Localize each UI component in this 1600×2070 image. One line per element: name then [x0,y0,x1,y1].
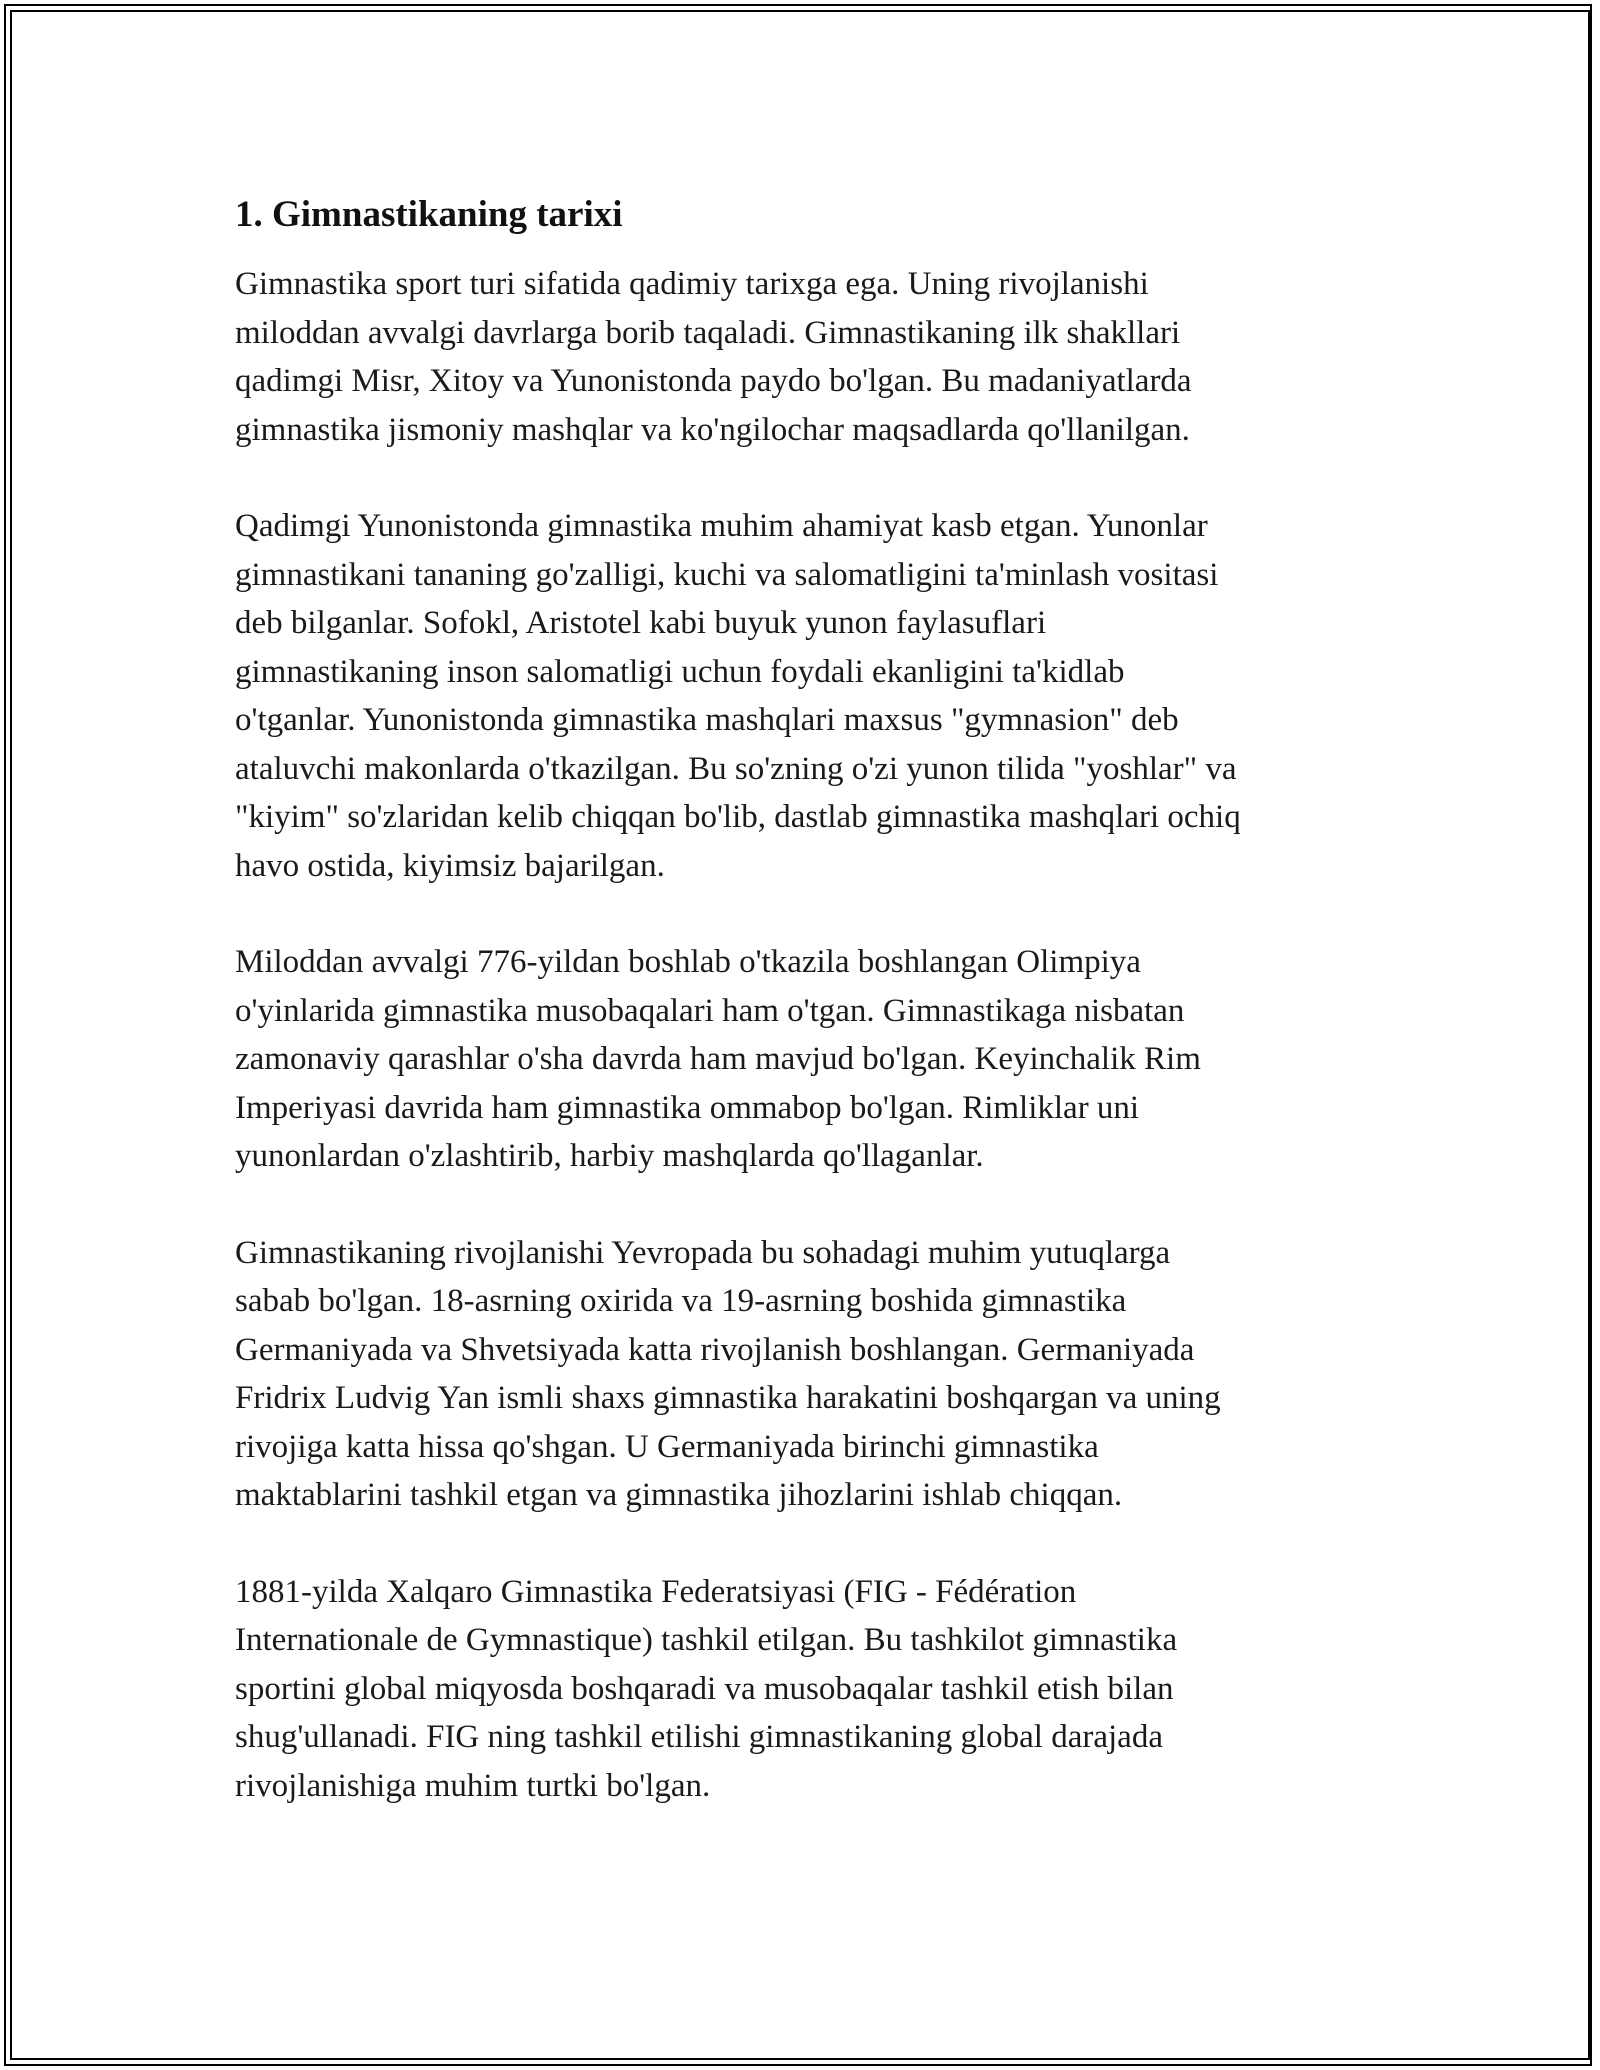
paragraph-5: 1881-yilda Xalqaro Gimnastika Federatsiyasi (FIG - Fédération Internationale de Gymnastique) tashkil etilgan. Bu tashkilot gimnastika sportini global miqyosda boshqaradi va musobaqalar tashkil etish bilan shug'ullanadi. FIG ning tashkil etilishi gimnastikaning global darajada rivojlanishiga muhim turtki bo'lgan. [235,1573,1178,1804]
paragraph-1: Gimnastika sport turi sifatida qadimiy tarixga ega. Uning rivojlanishi miloddan avvalgi davrlarga borib taqaladi. Gimnastikaning ilk shakllari qadimgi Misr, Xitoy va Yunonistonda paydo bo'lgan. Bu madaniyatlarda gimnastika jismoniy mashqlar va ko'ngilochar maqsadlarda qo'llanilgan. [235,266,1192,448]
paragraph-2: Qadimgi Yunonistonda gimnastika muhim ahamiyat kasb etgan. Yunonlar gimnastikani tananing go'zalligi, kuchi va salomatligini ta'minlash vositasi deb bilganlar. Sofokl, Aristotel kabi buyuk yunon faylasuflari gimnastikaning inson salomatligi uchun foydali ekanligini ta'kidlab o'tganlar. Yunonistonda gimnastika mashqlari maxsus "gymnasion" deb ataluvchi makonlarda o'tkazilgan. Bu so'zning o'zi yunon tilida "yoshlar" va "kiyim" so'zlaridan kelib chiqqan bo'lib, dastlab gimnastika mashqlari ochiq havo ostida, kiyimsiz bajarilgan. [235,508,1241,884]
section-heading: 1. Gimnastikaning tarixi [235,194,623,235]
document-page [235,190,1375,1858]
paragraph-4: Gimnastikaning rivojlanishi Yevropada bu sohadagi muhim yutuqlarga sabab bo'lgan. 18-asrning oxirida va 19-asrning boshida gimnastika Germaniyada va Shvetsiyada katta rivojlanish boshlangan. Germaniyada Fridrix Ludvig Yan ismli shaxs gimnastika harakatini boshqargan va uning rivojiga katta hissa qo'shgan. U Germaniyada birinchi gimnastika maktablarini tashkil etgan va gimnastika jihozlarini ishlab chiqqan. [235,1234,1221,1513]
paragraph-3: Miloddan avvalgi 776-yildan boshlab o'tkazila boshlangan Olimpiya o'yinlarida gimnastika musobaqalari ham o'tgan. Gimnastikaga nisbatan zamonaviy qarashlar o'sha davrda ham mavjud bo'lgan. Keyinchalik Rim Imperiyasi davrida ham gimnastika ommabop bo'lgan. Rimliklar uni yunonlardan o'zlashtirib, harbiy mashqlarda qo'llaganlar. [235,944,1201,1174]
